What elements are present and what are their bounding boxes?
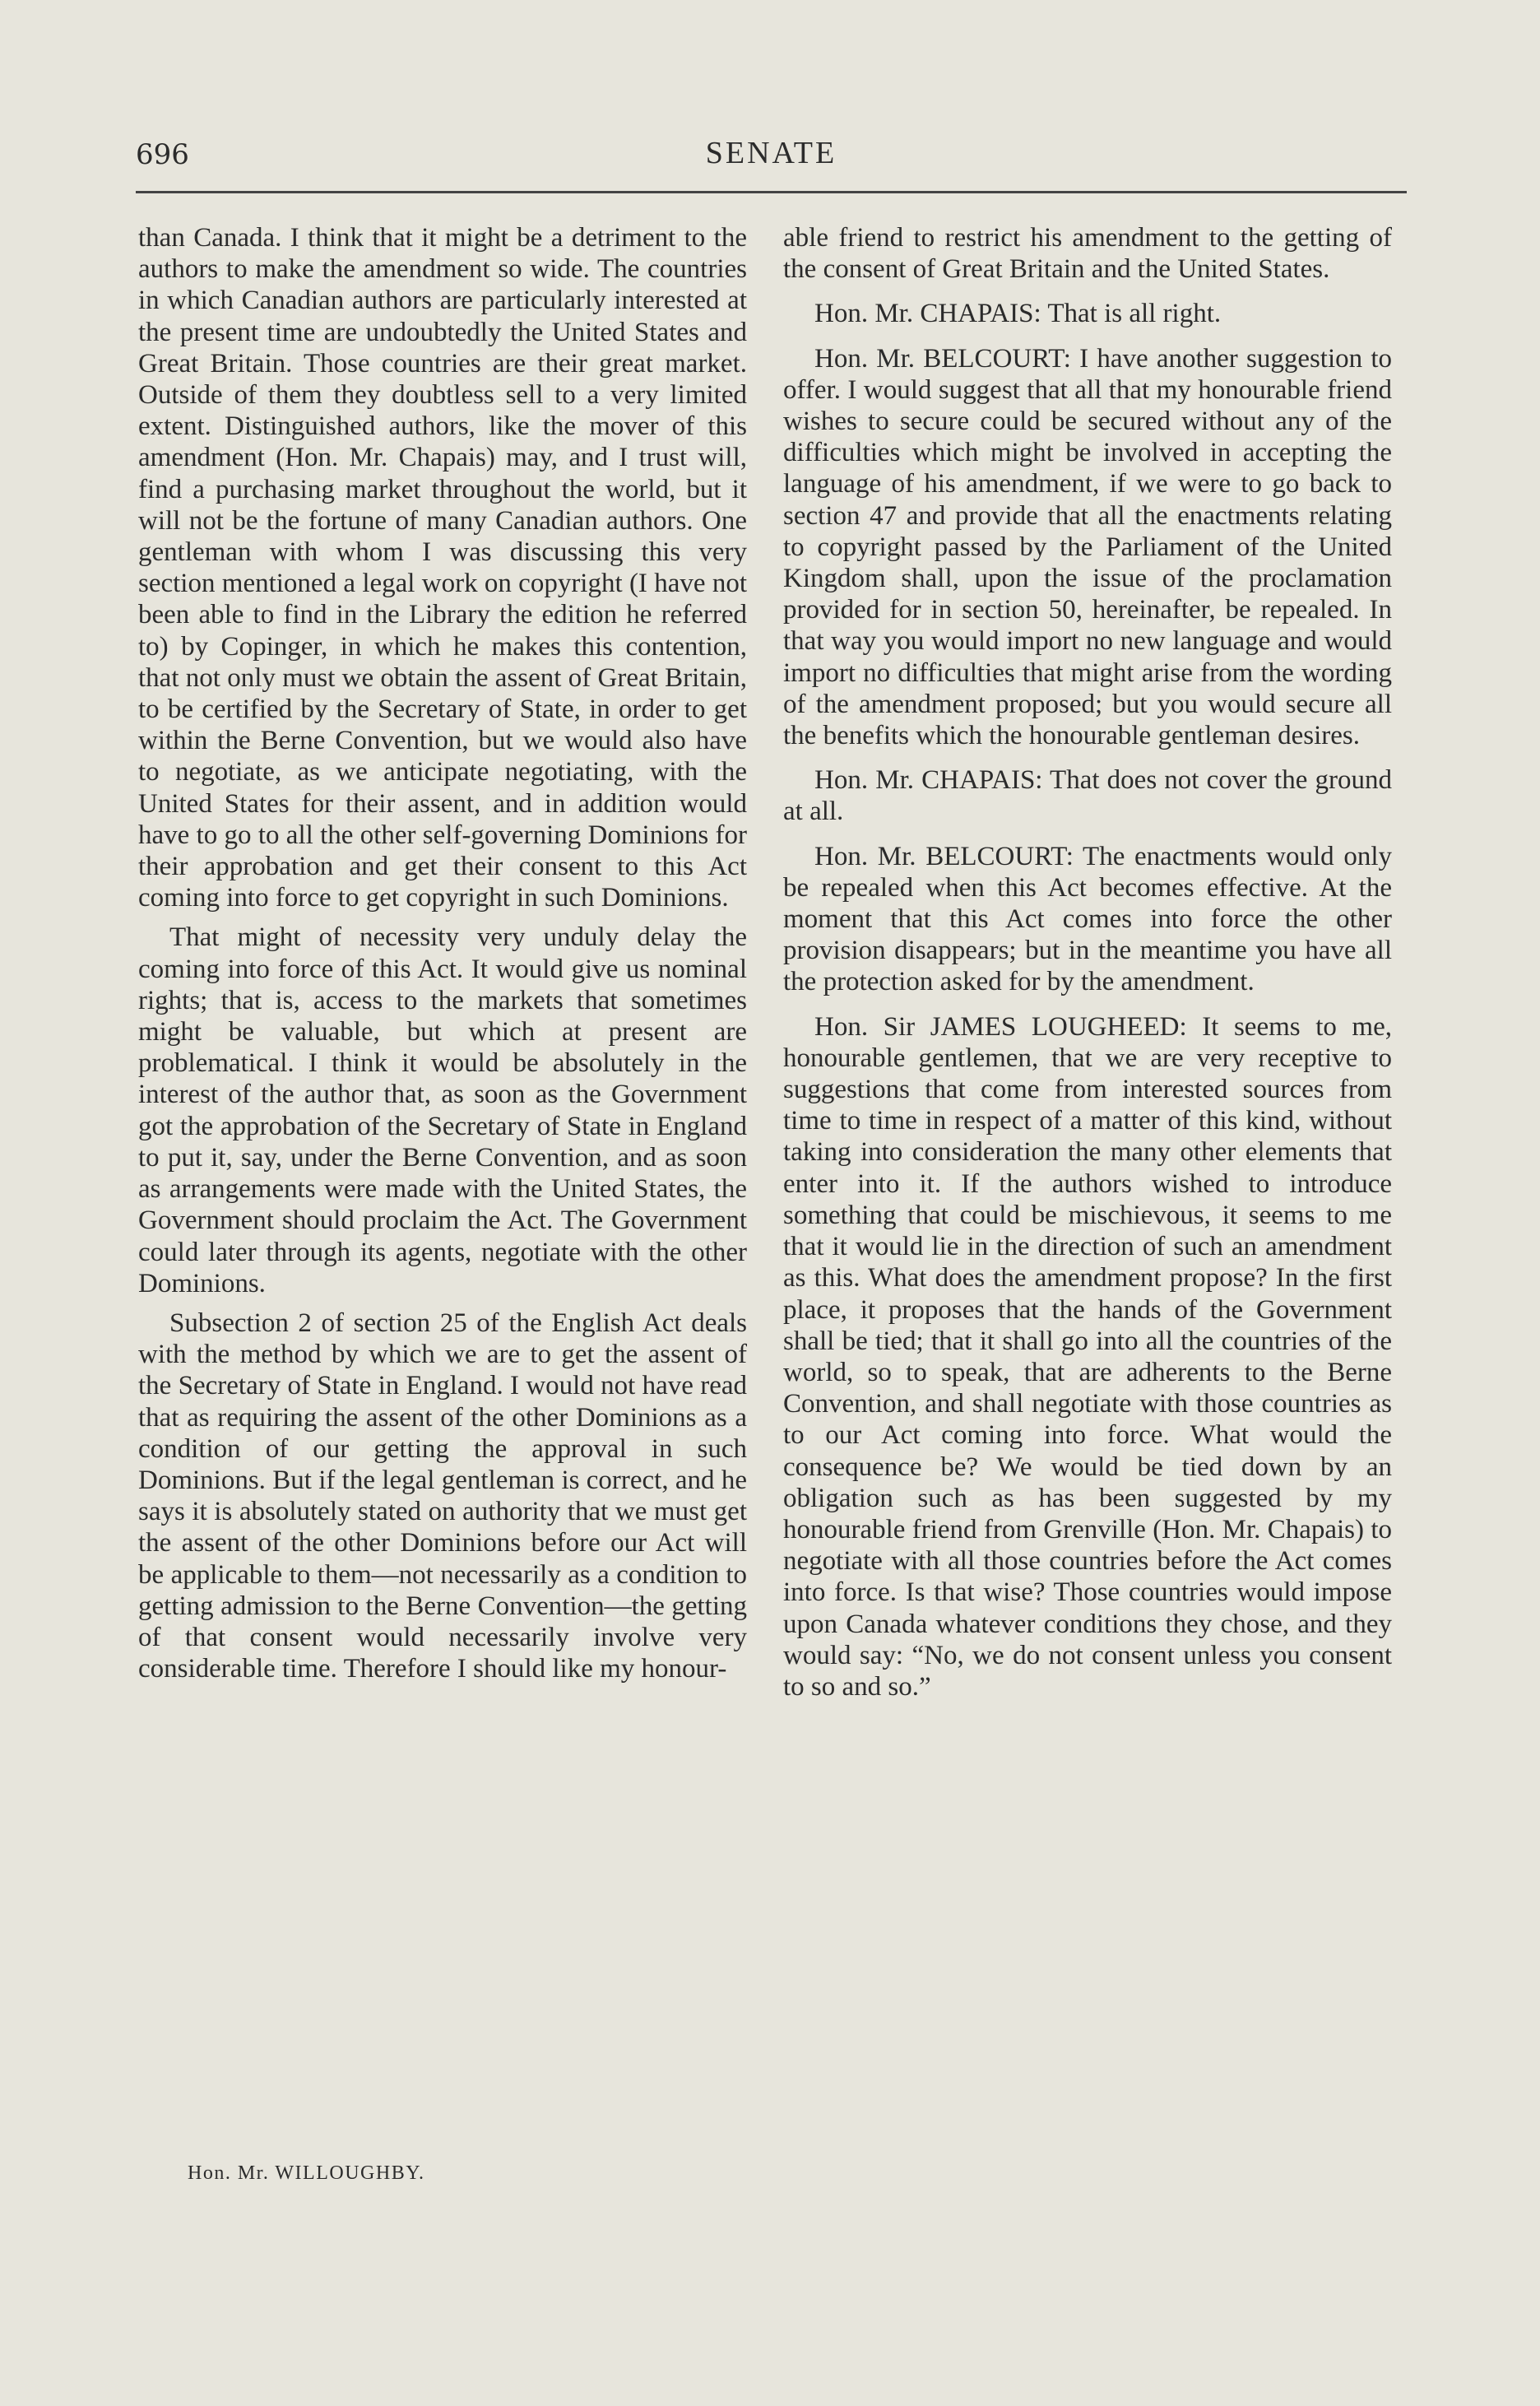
speaker-name: Hon. Mr. CHAPAIS:	[814, 299, 1041, 329]
speech-paragraph	[783, 1011, 1392, 1702]
speech-paragraph	[783, 298, 1392, 329]
paragraph: than Canada. I think that it might be a detriment to the authors to make the amendment so wide. The countries in which Canadian authors are particularly interested at the present time are undoubtedly the United States and Great Britain. Those countries are their great market. Outside of them they doubtless sell to a very limited extent. Distinguished authors, like the mover of this amendment (Hon. Mr. Chapais) may, and I trust will, find a purchasing market throughout the world, but it will not be the fortune of many Canadian authors. One gentleman with whom I was discussing this very section mentioned a legal work on copyright (I have not been able to find in the Library the edition he referred to) by Copinger, in which he makes this contention, that not only must we obtain the assent of Great Britain, to be certified by the Secretary of State, in order to get within the Berne Convention, but we would also have to negotiate, as we anticipate negotiating, with the United States for their assent, and in addition would have to go to all the other self-governing Dominions for their approbation and get their consent to this Act coming into force to get copyright in such Dominions.	[138, 223, 747, 913]
speech-paragraph	[783, 764, 1392, 827]
running-head: SENATE	[705, 136, 837, 170]
speech-text: That does not cover the ground at all.	[783, 765, 1393, 827]
speaker-name: Hon. Mr. BELCOURT:	[814, 841, 1074, 871]
speech-text: The enactments would only be repealed when this Act becomes effective. At the moment that this Act comes into force the other provision disappears; but in the meantime you have all the protection asked for by the amendment.	[783, 841, 1392, 997]
right-column	[783, 222, 1392, 1702]
paragraph: That might of necessity very unduly delay the coming into force of this Act. It would give us nominal rights; that is, access to the markets that sometimes might be valuable, but which at present are problematical. I think it would be absolutely in the interest of the author that, as soon as the Government got the approbation of the Secretary of State in England to put it, say, under the Berne Convention, and as soon as arrangements were made with the United States, the Government should proclaim the Act. The Government could later through its agents, negotiate with the other Dominions.	[138, 922, 747, 1298]
speech-text: That is all right.	[1047, 299, 1222, 329]
speaker-name: Hon. Mr. CHAPAIS:	[814, 765, 1043, 796]
left-column	[138, 222, 747, 1684]
speech-text: I have another suggestion to offer. I would suggest that all that my honourable friend wishes to secure could be secured without any of the difficulties which might be involved in accepting the language of his amendment, if we were to go back to section 47 and provide that all the enactments relating to copyright passed by the Parliament of the United Kingdom shall, upon the issue of the proclamation provided for in section 50, hereinafter, be repealed. In that way you would import no new language and would import no difficulties that might arise from the wording of the amendment proposed; but you would secure all the benefits which the honourable gentleman desires.	[783, 343, 1393, 751]
footer-speaker-note: Hon. Mr. WILLOUGHBY.	[188, 2162, 425, 2184]
speaker-name: Hon. Sir JAMES LOUGHEED:	[814, 1011, 1187, 1042]
speech-paragraph	[783, 343, 1392, 752]
page-header	[136, 132, 1407, 193]
speech-paragraph	[783, 841, 1392, 998]
paragraph: able friend to restrict his amendment to the getting of the consent of Great Britain and the United States.	[783, 223, 1392, 285]
paragraph: Subsection 2 of section 25 of the English Act deals with the method by which we are to get the assent of the Secretary of State in England. I would not have read that as requiring the assent of the other Dominions as a condition of our getting the approval in such Dominions. But if the legal gentleman is correct, and he says it is absolutely stated on authority that we must get the assent of the other Dominions before our Act will be applicable to them—not necessarily as a condition to getting admission to the Berne Convention—the getting of that consent would necessarily involve very considerable time. Therefore I should like my honour-	[138, 1308, 747, 1684]
page-number: 696	[136, 138, 189, 171]
speaker-name: Hon. Mr. BELCOURT:	[814, 343, 1071, 374]
speech-text: It seems to me, honourable gentlemen, that we are very receptive to suggestions that come from interested sources from time to time in respect of a matter of this kind, without taking into consideration the many other elements that enter into it. If the authors wished to introduce something that could be mischievous, it seems to me that it would lie in the direction of such an amendment as this. What does the amendment propose? In the first place, it proposes that the hands of the Government shall be tied; that it shall go into all the countries of the world, so to speak, that are adherents to the Berne Convention, and shall negotiate with those countries as to our Act coming into force. What would the consequence be? We would be tied down by an obligation such as has been suggested by my honourable friend from Grenville (Hon. Mr. Chapais) to negotiate with all those countries before the Act comes into force. Is that wise? Those countries would impose upon Canada whatever conditions they chose, and they would say: “No, we do not consent unless you consent to so and so.”	[783, 1011, 1393, 1702]
